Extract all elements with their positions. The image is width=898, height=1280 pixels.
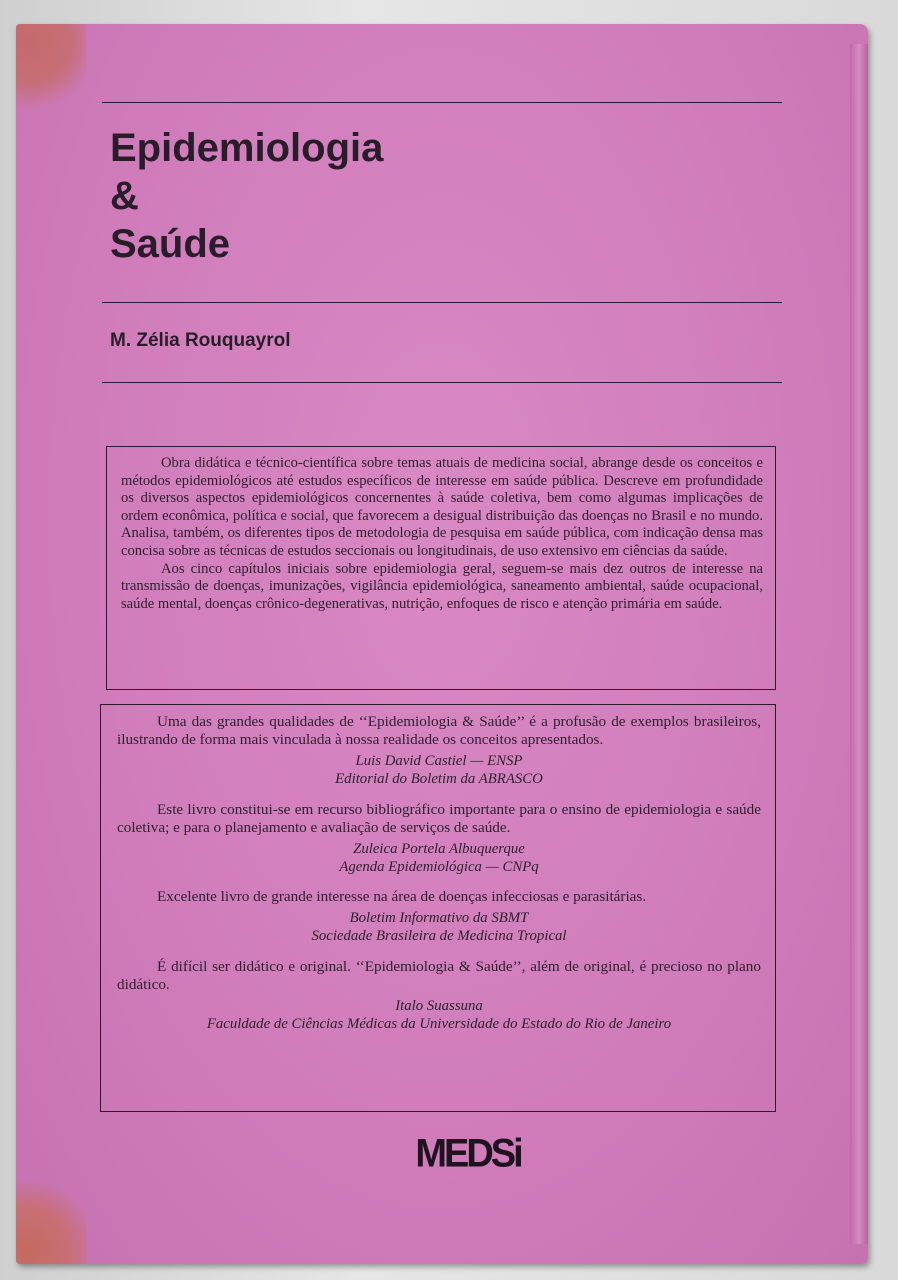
review-source: Faculdade de Ciências Médicas da Universidade do Estado do Rio de Janeiro (206, 1015, 672, 1032)
description-paragraph: Aos cinco capítulos iniciais sobre epidemiologia geral, seguem-se mais dez outros de interesse na transmissão de doenças, imunizações, vigilância epidemiológica, saneamento ambiental, saúde ocupacional, saúde mental, doenças crônico-degenerativas, nutrição, enfoques de risco e atenção primária em saúde. (121, 560, 763, 612)
title-line-3: Saúde (110, 222, 231, 266)
review-attribution (117, 910, 761, 945)
review-source: Sociedade Brasileira de Medicina Tropical (311, 927, 567, 944)
publisher-logo: MEDSi (415, 1131, 521, 1176)
review-text: É difícil ser didático e original. ‘‘Epidemiologia & Saúde’’, além de original, é precioso no plano didático. (117, 957, 761, 993)
description-box (106, 446, 776, 690)
review-text: Uma das grandes qualidades de ‘‘Epidemiologia & Saúde’’ é a profusão de exemplos brasileiros, ilustrando de forma mais vinculada à nossa realidade os conceitos apresentados. (117, 713, 761, 749)
page-edge (850, 44, 868, 1244)
title-line-2: & (110, 174, 139, 218)
reviews-box (100, 704, 776, 1112)
review-source: Editorial do Boletim da ABRASCO (335, 771, 543, 787)
review-author: Boletim Informativo da SBMT (349, 910, 529, 927)
book-title (110, 124, 383, 268)
review-source: Agenda Epidemiológica — CNPq (339, 858, 539, 875)
description-paragraph: Obra didática e técnico-científica sobre temas atuais de medicina social, abrange desde os conceitos e métodos epidemiológicos até estudos específicos de interesse em saúde pública. Descreve em profundidade os diversos aspectos epidemiológicos concernentes à saúde coletiva, bem como algumas implicações de ordem econômica, política e social, que favorecem a desigual distribuição das doenças no Brasil e no mundo. Analisa, também, os diferentes tipos de metodologia de pesquisa em saúde pública, com indicação densa mas concisa sobre as técnicas de estudos seccionais ou longitudinais, de uso extensivo em ciências da saúde. (121, 455, 763, 559)
review-text: Excelente livro de grande interesse na área de doenças infecciosas e parasitárias. (157, 888, 647, 906)
title-line-1: Epidemiologia (110, 126, 384, 170)
author-name: M. Zélia Rouquayrol (110, 330, 291, 351)
book-back-cover (16, 24, 868, 1264)
review-attribution (117, 841, 761, 876)
review-attribution (117, 753, 761, 788)
worn-corner-top-left (16, 24, 86, 114)
rule-below-title (102, 302, 782, 303)
rule-top (102, 102, 782, 103)
review-text: Este livro constitui-se em recurso bibliográfico importante para o ensino de epidemiologia e saúde coletiva; e para o planejamento e avaliação de serviços de saúde. (117, 800, 761, 836)
review-author: Zuleica Portela Albuquerque (353, 841, 525, 857)
rule-below-author (102, 382, 782, 383)
review-author: Italo Suassuna (395, 997, 483, 1014)
worn-corner-bottom-left (16, 1174, 86, 1264)
review-author: Luis David Castiel — ENSP (355, 753, 523, 770)
review-attribution (117, 998, 761, 1033)
